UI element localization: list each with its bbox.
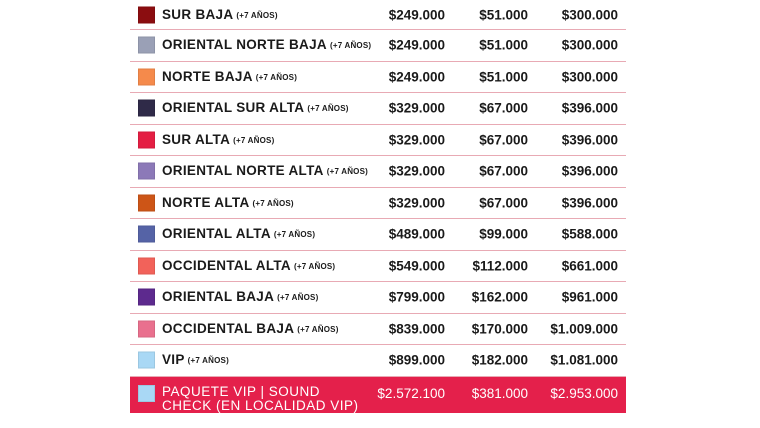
price-base: $839.000 [388, 321, 445, 337]
table-row [130, 93, 626, 125]
table-row [130, 282, 626, 314]
zone-name: ORIENTAL BAJA (+7 AÑOS) [162, 289, 319, 305]
price-total: $1.009.000 [550, 321, 618, 337]
table-row [130, 0, 626, 30]
color-swatch [138, 131, 155, 148]
table-row [130, 251, 626, 283]
zone-name: OCCIDENTAL BAJA (+7 AÑOS) [162, 320, 339, 336]
color-swatch [138, 163, 155, 180]
zone-name: ORIENTAL NORTE BAJA (+7 AÑOS) [162, 37, 372, 53]
price-base: $249.000 [388, 7, 445, 22]
table-row [130, 345, 626, 377]
price-fee: $381.000 [471, 385, 528, 401]
zone-name: NORTE BAJA (+7 AÑOS) [162, 68, 298, 84]
zone-name: ORIENTAL ALTA (+7 AÑOS) [162, 226, 316, 242]
color-swatch [138, 6, 155, 23]
color-swatch [138, 68, 155, 85]
price-total: $961.000 [561, 289, 618, 305]
price-base: $249.000 [388, 69, 445, 85]
price-total: $396.000 [561, 195, 618, 211]
price-base: $799.000 [388, 289, 445, 305]
zone-name: ORIENTAL SUR ALTA (+7 AÑOS) [162, 100, 349, 116]
zone-name: SUR BAJA (+7 AÑOS) [162, 6, 278, 22]
price-total: $396.000 [561, 163, 618, 179]
price-fee: $51.000 [479, 7, 528, 22]
zone-name: NORTE ALTA (+7 AÑOS) [162, 194, 294, 210]
zone-name: PAQUETE VIP | SOUND CHECK (EN LOCALIDAD VIP) [162, 383, 359, 413]
price-base: $2.572.100 [377, 385, 445, 401]
price-fee: $67.000 [479, 195, 528, 211]
price-total: $661.000 [561, 258, 618, 274]
zone-name: ORIENTAL NORTE ALTA (+7 AÑOS) [162, 163, 368, 179]
price-fee: $67.000 [479, 132, 528, 148]
zone-name: SUR ALTA (+7 AÑOS) [162, 131, 275, 147]
price-fee: $67.000 [479, 100, 528, 116]
price-total: $396.000 [561, 132, 618, 148]
price-fee: $67.000 [479, 163, 528, 179]
color-swatch [138, 226, 155, 243]
price-fee: $162.000 [471, 289, 528, 305]
vip-package-row [130, 377, 626, 413]
price-base: $329.000 [388, 195, 445, 211]
color-swatch [138, 37, 155, 54]
table-row [130, 188, 626, 220]
color-swatch [138, 385, 155, 402]
price-total: $300.000 [561, 69, 618, 85]
price-base: $549.000 [388, 258, 445, 274]
price-base: $249.000 [388, 37, 445, 53]
price-base: $329.000 [388, 100, 445, 116]
price-fee: $51.000 [479, 37, 528, 53]
bottom-edge [0, 420, 760, 428]
table-row [130, 156, 626, 188]
color-swatch [138, 194, 155, 211]
table-row [130, 314, 626, 346]
price-total: $1.081.000 [550, 352, 618, 368]
table-row [130, 30, 626, 62]
price-table [130, 0, 626, 413]
zone-name: VIP (+7 AÑOS) [162, 352, 229, 368]
color-swatch [138, 100, 155, 117]
price-fee: $112.000 [472, 258, 528, 274]
price-fee: $99.000 [479, 226, 528, 242]
table-row [130, 219, 626, 251]
zone-name: OCCIDENTAL ALTA (+7 AÑOS) [162, 257, 336, 273]
price-total: $588.000 [561, 226, 618, 242]
price-fee: $170.000 [471, 321, 528, 337]
price-total: $2.953.000 [550, 385, 618, 401]
price-fee: $182.000 [471, 352, 528, 368]
price-total: $300.000 [561, 37, 618, 53]
table-row [130, 62, 626, 94]
price-base: $899.000 [388, 352, 445, 368]
price-base: $329.000 [388, 132, 445, 148]
color-swatch [138, 289, 155, 306]
price-total: $396.000 [561, 100, 618, 116]
table-row [130, 125, 626, 157]
price-total: $300.000 [561, 7, 618, 22]
price-base: $489.000 [388, 226, 445, 242]
price-fee: $51.000 [479, 69, 528, 85]
color-swatch [138, 352, 155, 369]
color-swatch [138, 257, 155, 274]
color-swatch [138, 320, 155, 337]
price-base: $329.000 [388, 163, 445, 179]
